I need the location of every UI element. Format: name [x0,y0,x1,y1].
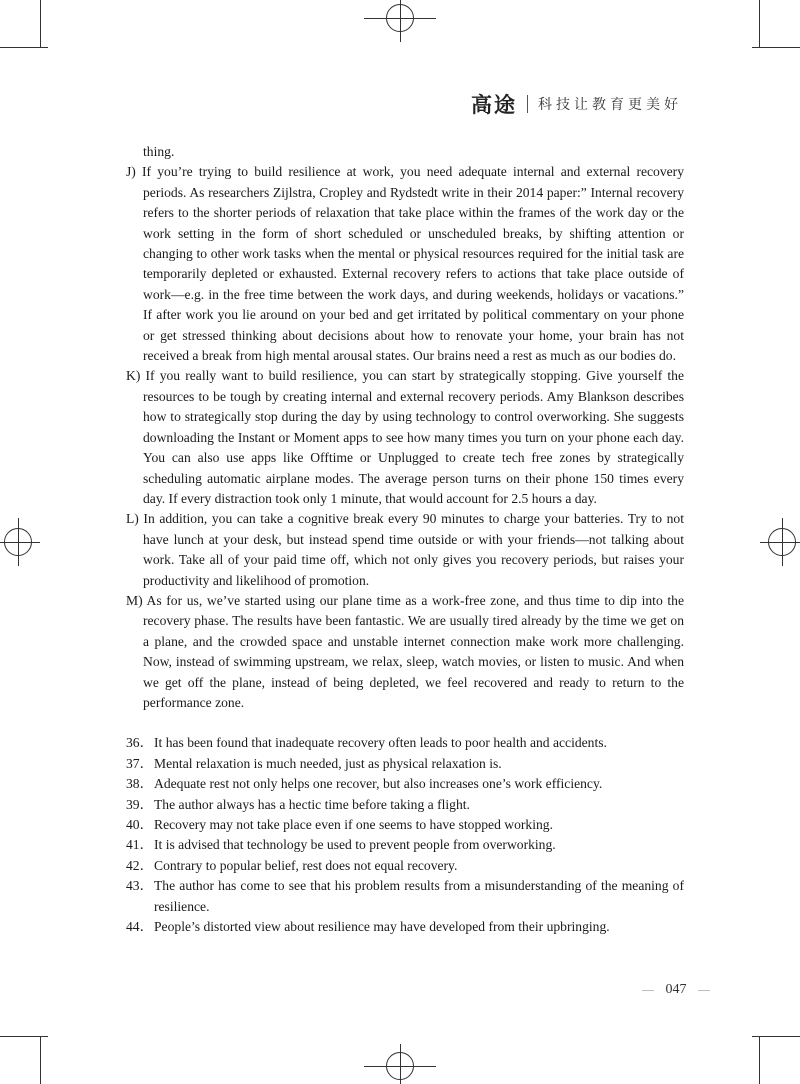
passage [126,142,684,937]
paragraph-k: K) If you really want to build resilience, you can start by strategically stopping. Give yourself the resources to be tough by creating internal and external recovery periods. Amy Blankson describes how to strategically stop during the day by using technology to control overworking. She suggests downloading the Instant or Moment apps to see how many times you turn on your phone each day. You can also use apps like Offtime or Unplugged to create tech free zones by strategically scheduling automatic airplane modes. The average person turns on their phone 150 times every day. If every distraction took only 1 minute, that would account for 2.5 hours a day. [126,368,684,506]
question-text: People’s distorted view about resilience may have developed from their upbringing. [154,919,610,935]
question-item [126,876,684,917]
question-item [126,856,684,876]
crop-mark [752,1036,800,1037]
brand-logo: 高途 [471,93,517,117]
question-item [126,754,684,774]
question-number: 43． [126,878,154,894]
crop-mark [40,0,41,48]
brand-divider [527,95,528,113]
question-item [126,815,684,835]
question-text: The author always has a hectic time before taking a flight. [154,796,470,812]
question-item [126,733,684,753]
paragraph-m: M) As for us, we’ve started using our plane time as a work-free zone, and thus time to dip into the recovery phase. The results have been fantastic. We are usually tired already by the time we get on a plane, and the crowded space and unstable internet connection make work more challenging. Now, instead of swimming upstream, we relax, sleep, watch movies, or listen to music. And when we get off the plane, instead of being depleted, we feel recovered and ready to return to the performance zone. [126,592,684,710]
question-number: 38． [126,776,154,792]
crop-mark [40,1036,41,1084]
question-list [126,733,684,937]
question-item [126,795,684,815]
continuation-text: thing. [143,144,175,159]
page-number-badge [650,980,702,1000]
crop-mark [759,0,760,48]
crop-mark [0,1036,48,1037]
paragraph-j: J) If you’re trying to build resilience at work, you need adequate internal and external recovery periods. As researchers Zijlstra, Cropley and Rydstedt write in their 2014 paper:” Internal recovery refers to the shorter periods of relaxation that take place within the frames of the work day or the work setting in the form of short scheduled or unscheduled breaks, by shifting attention or changing to other work tasks when the mental or physical resources required for the initial task are temporarily depleted or exhausted. External recovery refers to actions that take place outside of work—e.g. in the free time between the work days, and during weekends, holidays or vacations.” If after work you lie around on your bed and get irritated by political commentary on your phone or get stressed thinking about decisions about how to renovate your home, your brain has not received a break from high mental arousal states. Our brains need a rest as much as our bodies do. [126,164,684,364]
question-number: 39． [126,796,154,812]
paragraph-l: L) In addition, you can take a cognitive break every 90 minutes to charge your batteries. Try to not have lunch at your desk, but instead spend time outside or with your friends—not talking about work. Take all of your paid time off, which not only gives you recovery periods, but raises your productivity and likelihood of promotion. [126,511,684,588]
question-number: 40． [126,817,154,832]
question-text: Contrary to popular belief, rest does not equal recovery. [154,857,458,873]
question-number: 42． [126,857,154,873]
question-number: 37． [126,755,154,771]
question-text: It is advised that technology be used to prevent people from overworking. [154,837,556,853]
question-item [126,835,684,855]
page-number: 047 [665,982,687,997]
question-text: The author has come to see that his problem results from a misunderstanding of the meaning of resilience. [154,878,684,914]
crop-mark [759,1036,760,1084]
question-number: 41． [126,837,154,853]
question-number: 44． [126,919,154,935]
question-item [126,774,684,794]
question-item [126,917,684,937]
question-text: It has been found that inadequate recovery often leads to poor health and accidents. [154,735,607,751]
question-text: Mental relaxation is much needed, just as physical relaxation is. [154,755,502,771]
question-text: Adequate rest not only helps one recover, but also increases one’s work efficiency. [154,776,603,792]
crop-mark [752,47,800,48]
brand-slogan: 科技让教育更美好 [538,97,682,113]
crop-mark [0,47,48,48]
question-text: Recovery may not take place even if one seems to have stopped working. [154,817,553,832]
header-brand [471,89,682,119]
question-number: 36． [126,735,154,751]
